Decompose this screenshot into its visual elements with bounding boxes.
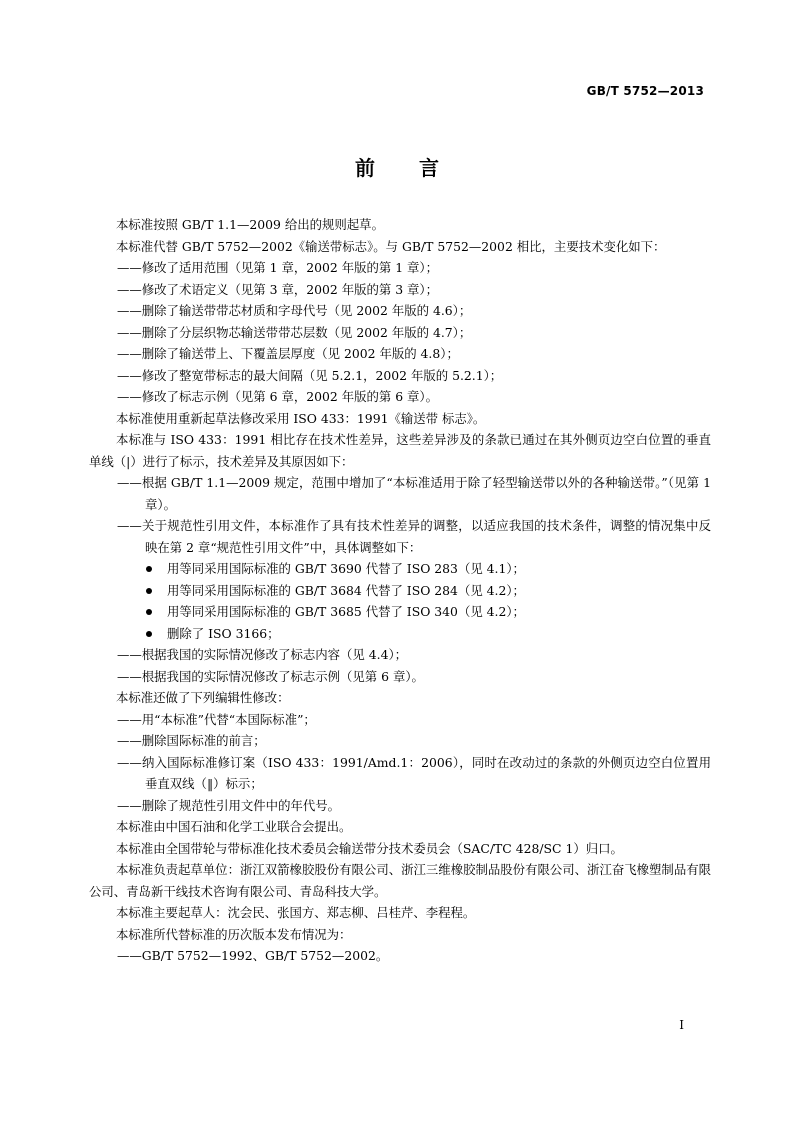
bullet-dot-icon (146, 609, 152, 615)
paragraph: 本标准与 ISO 433：1991 相比存在技术性差异，这些差异涉及的条款已通过在其外侧页边空白位置的垂直单线（|）进行了标示，技术差异及其原因如下： (89, 432, 711, 469)
bullet-text: 删除了 ISO 3166； (167, 625, 280, 641)
bullet-dot-icon (146, 631, 152, 637)
paragraph: 本标准所代替标准的历次版本发布情况为： (116, 926, 352, 942)
bullet-text: 用等同采用国际标准的 GB/T 3685 代替了 ISO 340（见 4.2）； (167, 604, 525, 619)
dash-list-item: ——删除了输送带带芯材质和字母代号（见 2002 年版的 4.6）； (117, 303, 472, 318)
dash-list-item: ——GB/T 5752—1992、GB/T 5752—2002。 (117, 948, 389, 963)
paragraph: 本标准负责起草单位：浙江双箭橡胶股份有限公司、浙江三维橡胶制品股份有限公司、浙江奋飞橡塑制品有限公司、青岛新干线技术咨询有限公司、青岛科技大学。 (89, 862, 711, 899)
bullet-item (89, 601, 711, 623)
paragraph: 本标准使用重新起草法修改采用 ISO 433：1991《输送带 标志》。 (116, 410, 486, 426)
dash-list-item: ——修改了术语定义（见第 3 章，2002 年版的第 3 章）； (117, 281, 438, 297)
paragraph: 本标准还做了下列编辑性修改： (116, 690, 290, 705)
dash-list-item: ——根据 GB/T 1.1—2009 规定，范围中增加了“本标准适用于除了轻型输送带以外的各种输送带。”（见第 1 章）。 (117, 475, 711, 512)
dash-list-item: ——修改了适用范围（见第 1 章，2002 年版的第 1 章）； (117, 260, 438, 275)
bullet-text: 用等同采用国际标准的 GB/T 3684 代替了 ISO 284（见 4.2）； (167, 582, 525, 598)
dash-list-item: ——删除国际标准的前言； (117, 733, 266, 748)
document-code: GB/T 5752—2013 (586, 84, 704, 98)
dash-list-item: ——修改了整宽带标志的最大间隔（见 5.2.1，2002 年版的 5.2.1）； (117, 367, 503, 383)
bullet-item (89, 623, 711, 645)
dash-list-item: ——根据我国的实际情况修改了标志示例（见第 6 章）。 (117, 668, 424, 684)
dash-list-item: ——删除了规范性引用文件中的年代号。 (117, 797, 341, 813)
bullet-item (89, 580, 711, 602)
page-number: I (679, 1018, 684, 1032)
bullet-dot-icon (146, 588, 152, 594)
paragraph: 本标准代替 GB/T 5752—2002《输送带标志》。与 GB/T 5752—2002 相比，主要技术变化如下： (116, 238, 666, 254)
dash-list-item: ——纳入国际标准修订案（ISO 433：1991/Amd.1：2006），同时在改动过的条款的外侧页边空白位置用垂直双线（‖）标示； (117, 754, 711, 791)
dash-list-item: ——关于规范性引用文件，本标准作了具有技术性差异的调整，以适应我国的技术条件，调整的情况集中反映在第 2 章“规范性引用文件”中，具体调整如下： (117, 518, 711, 555)
dash-list-item: ——删除了输送带上、下覆盖层厚度（见 2002 年版的 4.8）； (117, 346, 459, 361)
dash-list-item: ——删除了分层织物芯输送带带芯层数（见 2002 年版的 4.7）； (117, 324, 472, 340)
bullet-text: 用等同采用国际标准的 GB/T 3690 代替了 ISO 283（见 4.1）； (167, 561, 525, 576)
paragraph: 本标准主要起草人：沈会民、张国方、郑志柳、吕桂芹、李程程。 (116, 905, 476, 920)
dash-list-item: ——修改了标志示例（见第 6 章，2002 年版的第 6 章）。 (117, 389, 438, 404)
paragraph: 本标准由中国石油和化学工业联合会提出。 (116, 819, 352, 834)
document-body (89, 214, 711, 967)
dash-list-item: ——用“本标准”代替“本国际标准”； (117, 711, 316, 727)
paragraph: 本标准按照 GB/T 1.1—2009 给出的规则起草。 (116, 217, 384, 232)
page-title: 前言 (355, 156, 483, 180)
paragraph: 本标准由全国带轮与带标准化技术委员会输送带分技术委员会（SAC/TC 428/SC 1）归口。 (116, 840, 623, 856)
bullet-dot-icon (146, 566, 152, 572)
dash-list-item: ——根据我国的实际情况修改了标志内容（见 4.4）； (117, 647, 408, 662)
bullet-item (89, 558, 711, 580)
